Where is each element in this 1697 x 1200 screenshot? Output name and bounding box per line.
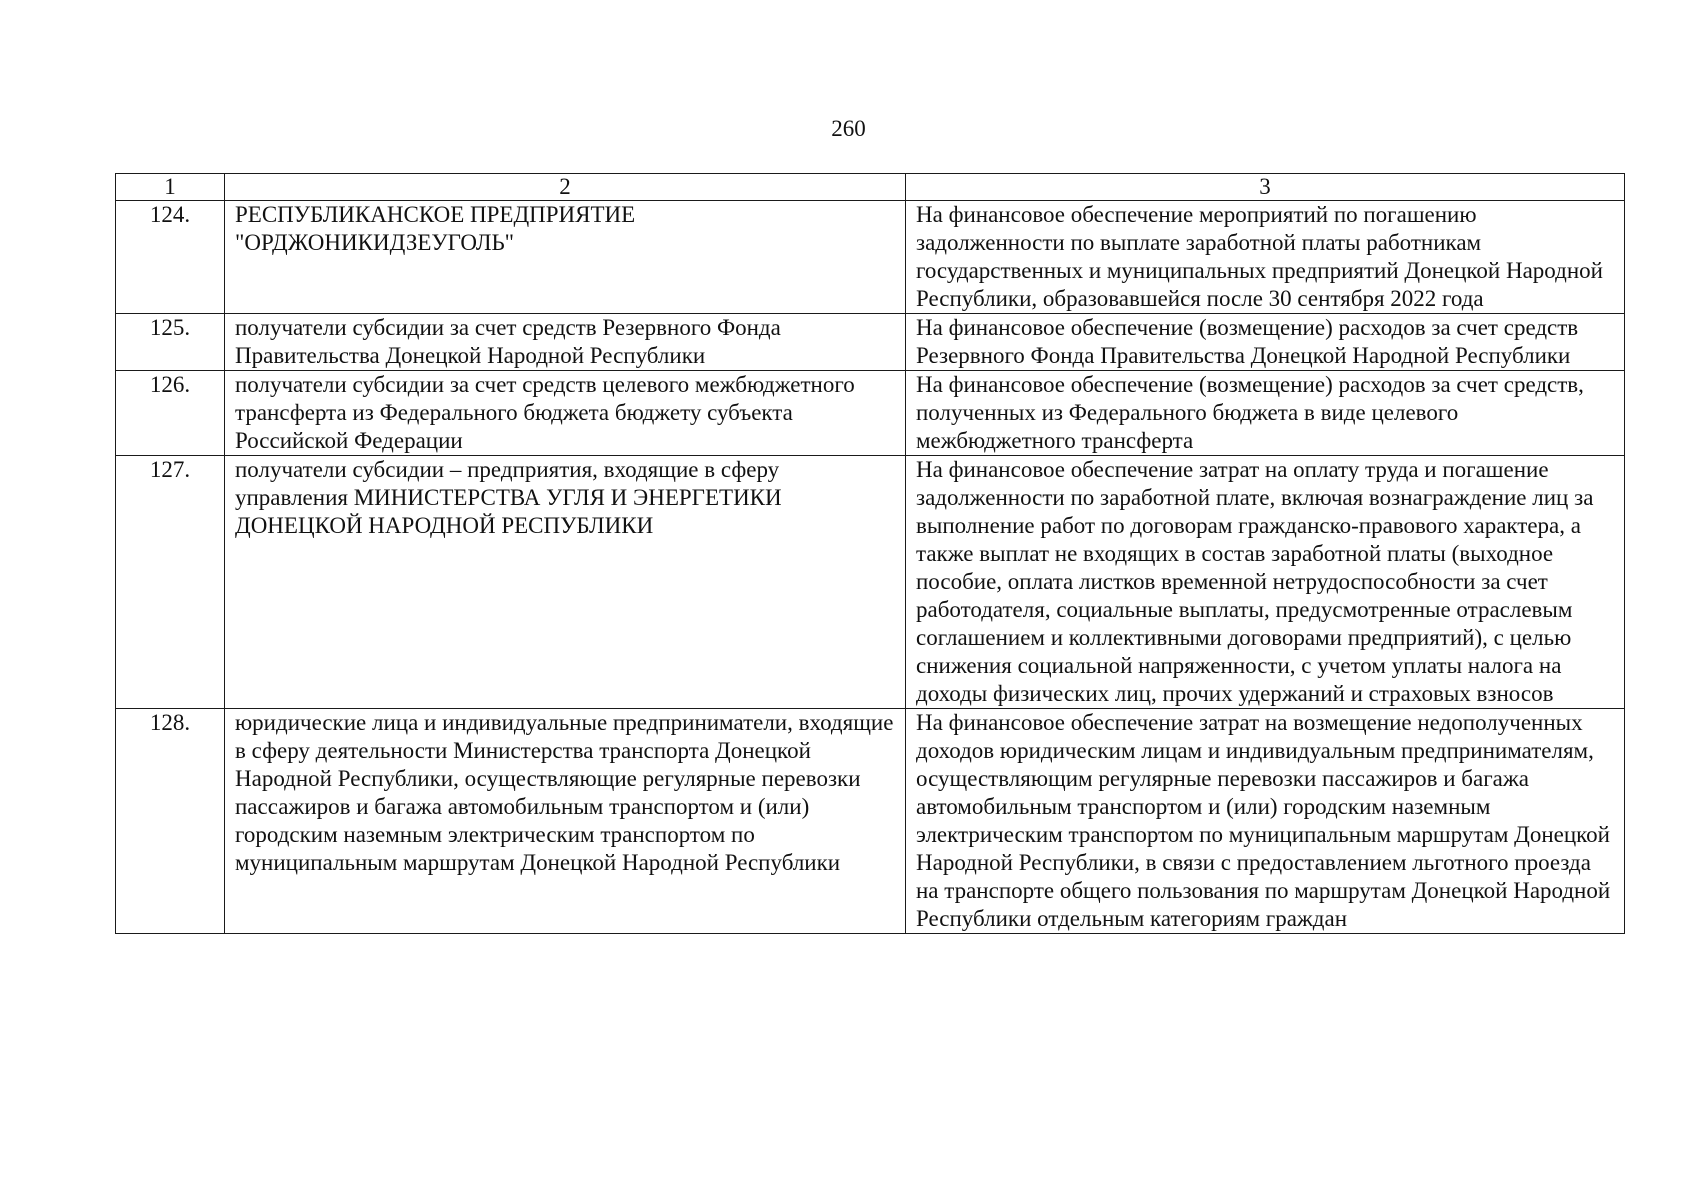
table-row	[116, 314, 1625, 371]
subsidy-table	[115, 173, 1625, 934]
table-row	[116, 201, 1625, 314]
row-number: 125.	[116, 314, 225, 371]
row-number: 124.	[116, 201, 225, 314]
purpose-cell: На финансовое обеспечение мероприятий по погашению задолженности по выплате заработной платы работникам государственных и муниципальных предприятий Донецкой Народной Республики, образовавшейся после 30 сентября 2022 года	[906, 201, 1625, 314]
column-header-number: 1	[116, 174, 225, 201]
recipient-cell: получатели субсидии – предприятия, входящие в сферу управления МИНИСТЕРСТВА УГЛЯ И ЭНЕРГЕТИКИ ДОНЕЦКОЙ НАРОДНОЙ РЕСПУБЛИКИ	[225, 456, 906, 709]
purpose-cell: На финансовое обеспечение (возмещение) расходов за счет средств Резервного Фонда Правительства Донецкой Народной Республики	[906, 314, 1625, 371]
table-row	[116, 709, 1625, 934]
page-number: 260	[831, 116, 866, 141]
recipient-cell: РЕСПУБЛИКАНСКОЕ ПРЕДПРИЯТИЕ "ОРДЖОНИКИДЗЕУГОЛЬ"	[225, 201, 906, 314]
recipient-cell: получатели субсидии за счет средств целевого межбюджетного трансферта из Федерального бюджета бюджету субъекта Российской Федерации	[225, 371, 906, 456]
purpose-cell: На финансовое обеспечение затрат на возмещение недополученных доходов юридическим лицам и индивидуальным предпринимателям, осуществляющим регулярные перевозки пассажиров и багажа автомобильным транспортом и (или) городским наземным электрическим транспортом по муниципальным маршрутам Донецкой Народной Республики, в связи с предоставлением льготного проезда на транспорте общего пользования по маршрутам Донецкой Народной Республики отдельным категориям граждан	[906, 709, 1625, 934]
table-row	[116, 371, 1625, 456]
table-header-row	[116, 174, 1625, 201]
row-number: 127.	[116, 456, 225, 709]
row-number: 126.	[116, 371, 225, 456]
row-number: 128.	[116, 709, 225, 934]
column-header-purpose: 3	[906, 174, 1625, 201]
recipient-cell: юридические лица и индивидуальные предприниматели, входящие в сферу деятельности Министерства транспорта Донецкой Народной Республики, осуществляющие регулярные перевозки пассажиров и багажа автомобильным транспортом и (или) городским наземным электрическим транспортом по муниципальным маршрутам Донецкой Народной Республики	[225, 709, 906, 934]
table-row	[116, 456, 1625, 709]
purpose-cell: На финансовое обеспечение затрат на оплату труда и погашение задолженности по заработной плате, включая вознаграждение лиц за выполнение работ по договорам гражданско-правового характера, а также выплат не входящих в состав заработной платы (выходное пособие, оплата листков временной нетрудоспособности за счет работодателя, социальные выплаты, предусмотренные отраслевым соглашением и коллективными договорами предприятий), с целью снижения социальной напряженности, с учетом уплаты налога на доходы физических лиц, прочих удержаний и страховых взносов	[906, 456, 1625, 709]
recipient-cell: получатели субсидии за счет средств Резервного Фонда Правительства Донецкой Народной Республики	[225, 314, 906, 371]
column-header-recipient: 2	[225, 174, 906, 201]
purpose-cell: На финансовое обеспечение (возмещение) расходов за счет средств, полученных из Федерального бюджета в виде целевого межбюджетного трансферта	[906, 371, 1625, 456]
